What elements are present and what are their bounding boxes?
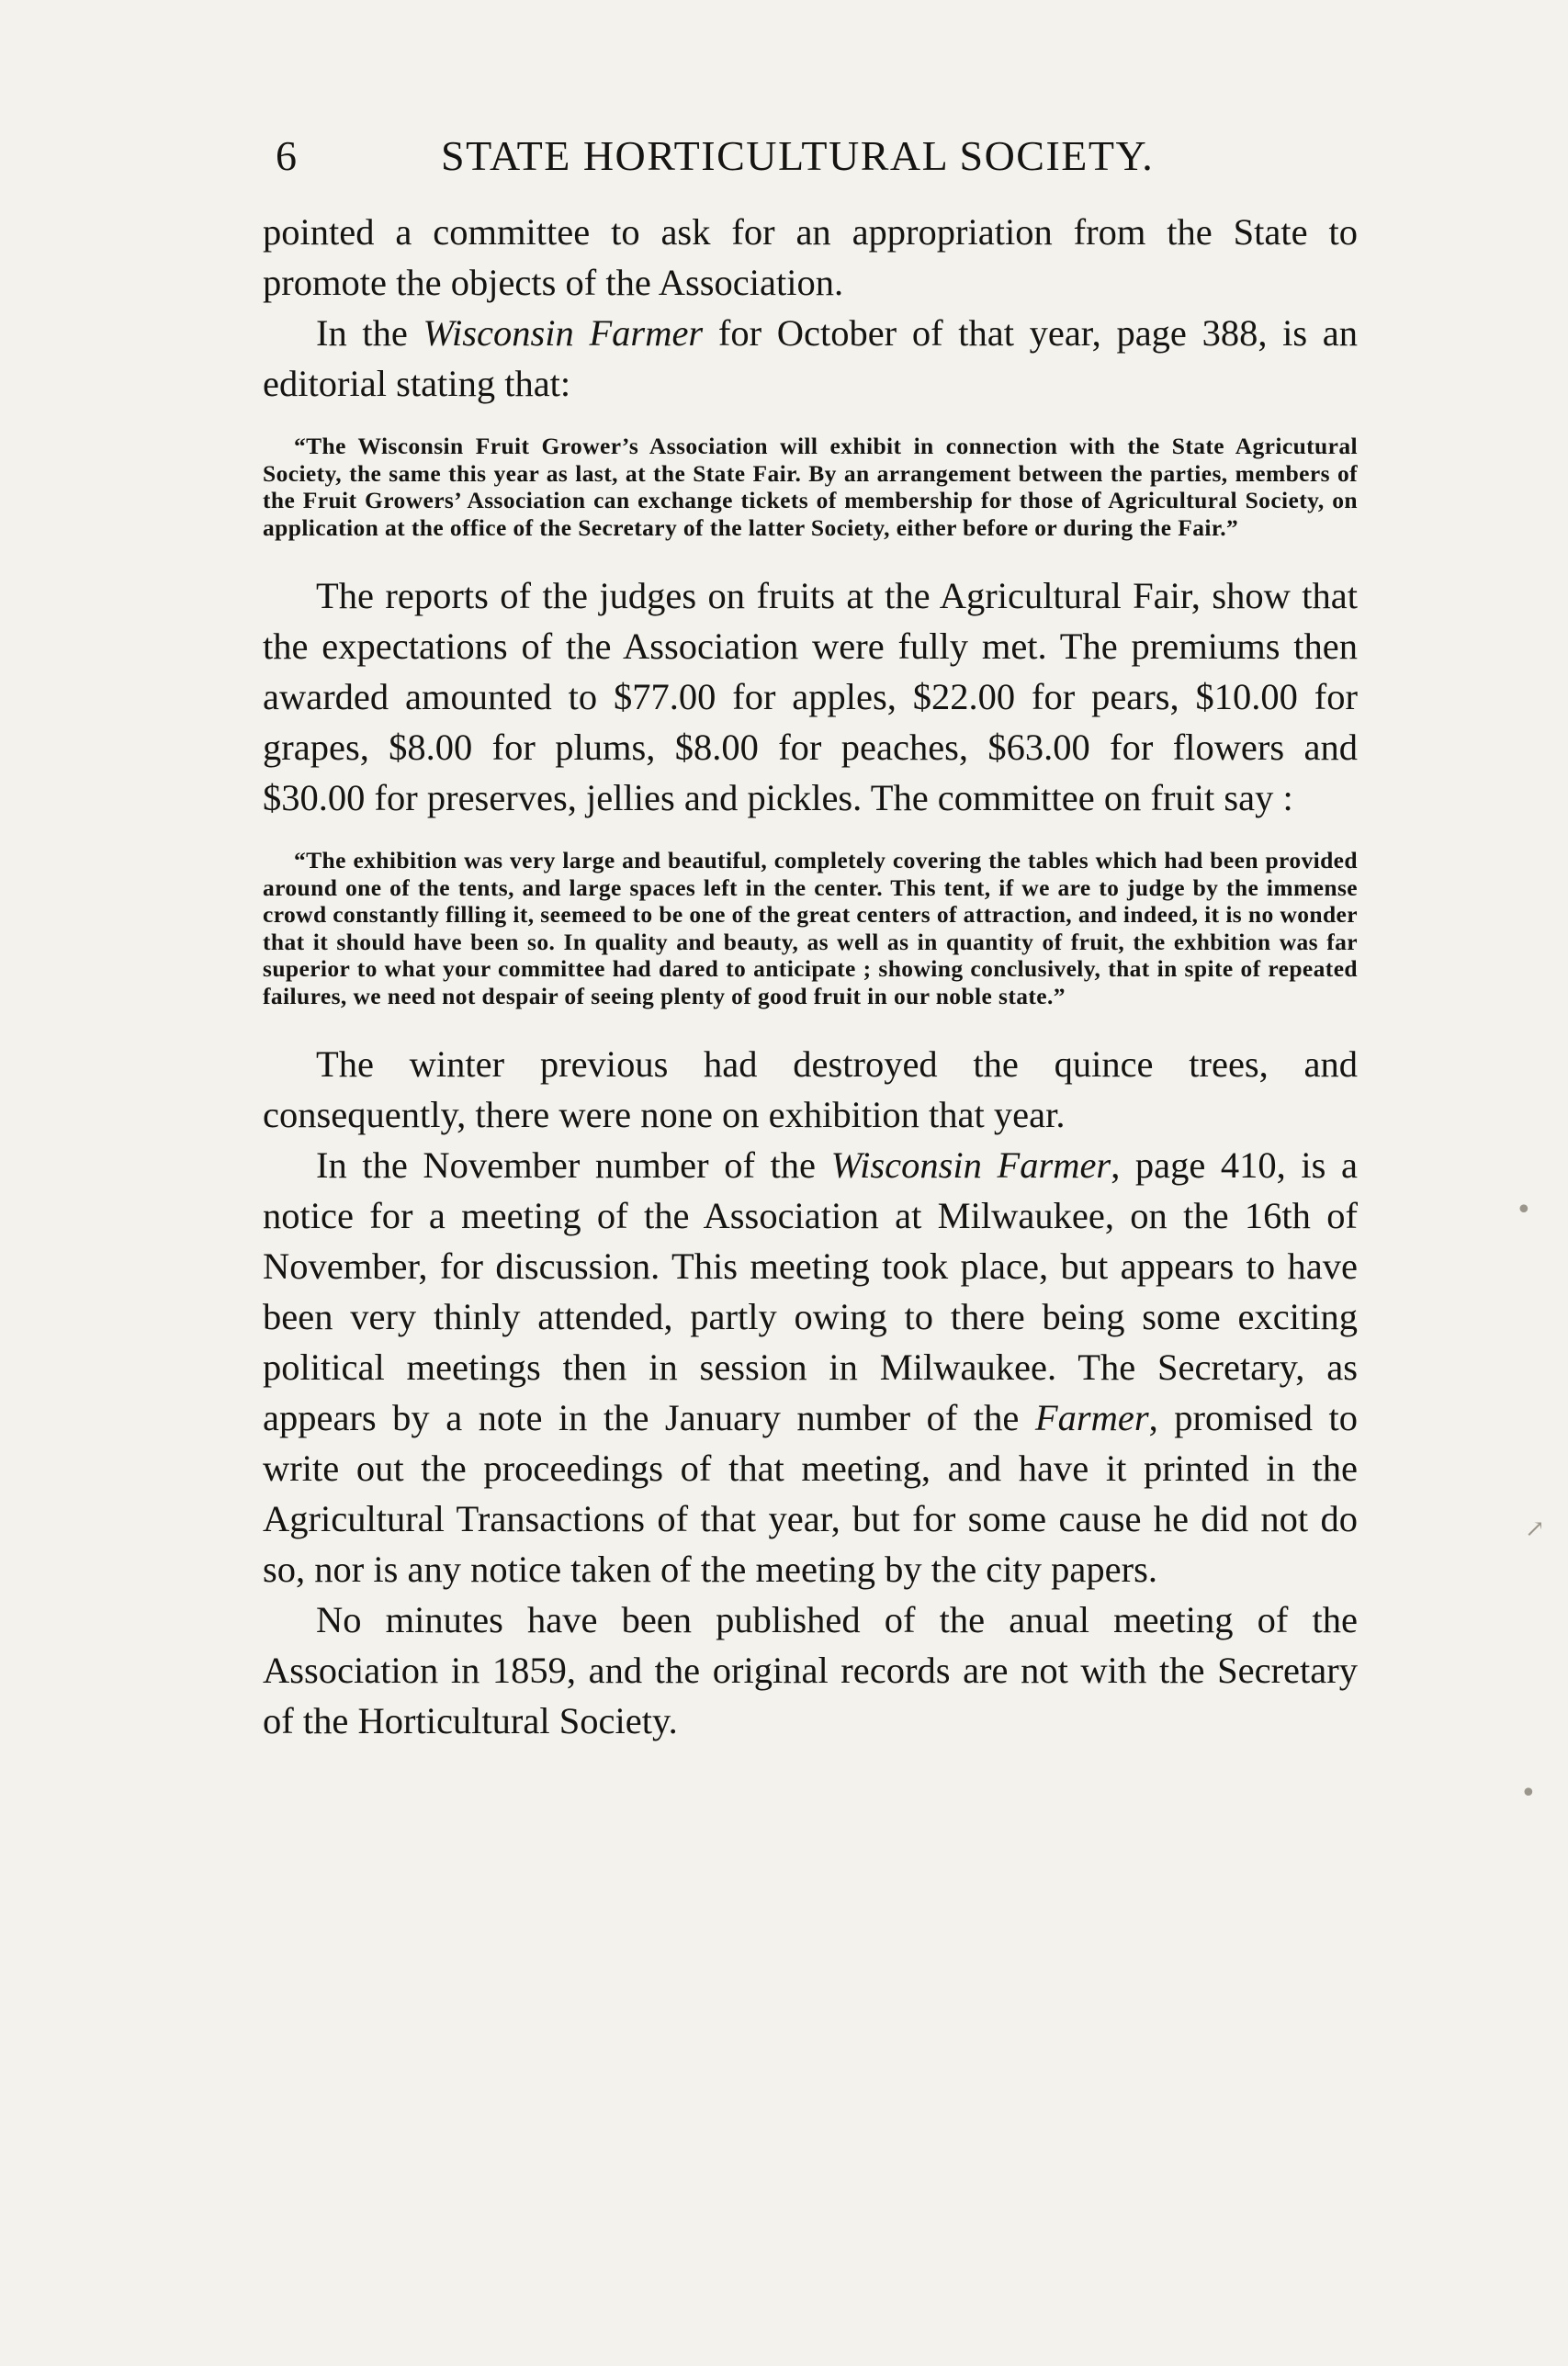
paragraph-text: for October of that year, page 388, is an editorial stating that: bbox=[263, 312, 1358, 404]
paragraph-text: , promised to write out the proceedings of that meeting, and have it printed in the Agricultural Transactions of that year, but for some cause he did not do so, nor is any notice taken of the meeting by the city papers. bbox=[263, 1397, 1358, 1590]
paragraph-committee: pointed a committee to ask for an appropriation from the State to promote the objects of the Association. bbox=[263, 211, 1358, 303]
running-title: STATE HORTICULTURAL SOCIETY. bbox=[441, 132, 1155, 179]
paragraph-november-meeting bbox=[263, 1140, 1358, 1594]
paragraph-judges-reports: The reports of the judges on fruits at the Agricultural Fair, show that the expectations of the Association were fully met. The premiums then awarded amounted to $77.00 for apples, $22.00 for pears, $10.00 for grapes, $8.00 for plums, $8.00 for peaches, $63.00 for flowers and $30.00 for preserves, jellies and pickles. The committee on fruit say : bbox=[263, 575, 1358, 818]
paragraph-text: , page 410, is a notice for a meeting of the Association at Milwaukee, on the 16th of November, for discussion. This meeting took place, but appears to have been very thinly attended, partly owing to there being some exciting political meetings then in session in Milwaukee. The Secretary, as appears by a note in the January number of the bbox=[263, 1144, 1358, 1438]
quote-fruit-committee: “The exhibition was very large and beautiful, completely covering the tables which had been provided around one of the tents, and large spaces left in the center. This tent, if we are to judge by the immense crowd constantly filling it, seemeed to be one of the great centers of attraction, and indeed, it is no wonder that it should have been so. In quality and beauty, as well as in quantity of fruit, the exhbition was far superior to what your committee had dared to anticipate ; showing conclusively, that in spite of repeated failures, we need not despair of seeing plenty of good fruit in our noble state.” bbox=[263, 847, 1358, 1009]
publication-title: Farmer bbox=[1034, 1397, 1149, 1438]
publication-title: Wisconsin Farmer bbox=[830, 1144, 1111, 1186]
margin-mark-icon: • bbox=[1516, 1194, 1532, 1226]
margin-mark-icon: ↗ bbox=[1525, 1515, 1545, 1543]
paragraph-no-minutes: No minutes have been published of the anual meeting of the Association in 1859, and the original records are not with the Secretary of the Horticultural Society. bbox=[263, 1599, 1358, 1741]
paragraph-text: In the bbox=[316, 312, 423, 354]
page-body bbox=[263, 207, 1358, 1746]
publication-title: Wisconsin Farmer bbox=[423, 312, 704, 354]
page-header bbox=[276, 129, 1350, 184]
margin-mark-icon: • bbox=[1520, 1777, 1537, 1809]
paragraph-wisconsin-farmer-october bbox=[263, 308, 1358, 409]
quote-editorial: “The Wisconsin Fruit Grower’s Association will exhibit in connection with the State Agricutural Society, the same this year as last, at the State Fair. By an arrangement between the parties, members of the Fruit Growers’ Association can exchange tickets of membership for those of Agricultural Society, on application at the office of the Secretary of the latter Society, either before or during the Fair.” bbox=[263, 433, 1358, 541]
paragraph-quince-trees: The winter previous had destroyed the quince trees, and consequently, there were none on exhibition that year. bbox=[263, 1043, 1358, 1135]
page-number: 6 bbox=[276, 132, 297, 179]
paragraph-text: In the November number of the bbox=[316, 1144, 831, 1186]
